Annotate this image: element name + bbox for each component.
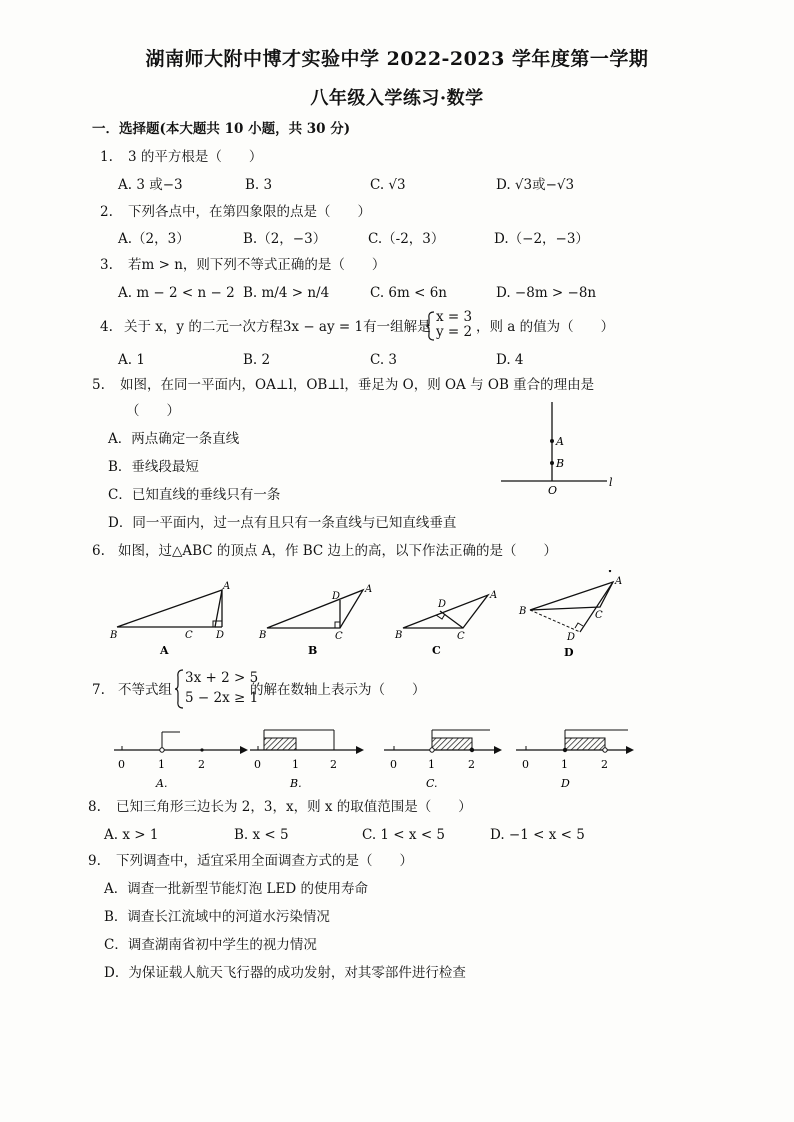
q7-number-lines: [110, 724, 650, 792]
svg-text:2: 2: [468, 758, 475, 771]
q7-fig-label-b: B.: [290, 777, 302, 790]
q4-stem-part1: 关于 x，y 的二元一次方程3x − ay = 1有一组解是: [124, 319, 431, 335]
q4-eq1: x = 3: [436, 309, 473, 325]
q7-fig-label-c: C.: [426, 777, 438, 790]
q8-option-a: A. x > 1: [104, 827, 159, 843]
q1-number: 1.: [100, 149, 113, 165]
q3-option-c: C. 6m < 6n: [370, 285, 447, 301]
svg-text:2: 2: [601, 758, 608, 771]
q5-label-b: B: [556, 457, 565, 470]
svg-text:D: D: [216, 630, 225, 641]
q7-stem-part2: 的解在数轴上表示为（ ）: [250, 682, 426, 698]
q5-option-b: B．垂线段最短: [108, 459, 199, 475]
q9-option-b: B．调查长江流域中的河道水污染情况: [104, 909, 330, 925]
q1-option-b: B. 3: [245, 177, 273, 193]
svg-text:B: B: [395, 630, 403, 641]
q6-figure-c: [394, 590, 497, 657]
q6-fig-label-d: D: [564, 646, 574, 659]
q4-system: [436, 310, 472, 340]
svg-text:0: 0: [118, 758, 125, 771]
q7-numberline-a: [114, 732, 248, 790]
svg-text:C: C: [185, 630, 193, 641]
q9-stem: 下列调查中，适宜采用全面调查方式的是（ ）: [116, 853, 413, 869]
q7-fig-label-a: A.: [156, 777, 168, 790]
q2-option-d: D.（−2，−3）: [494, 231, 589, 247]
svg-text:1: 1: [158, 758, 165, 771]
svg-text:2: 2: [330, 758, 337, 771]
q7-numberline-b: [250, 730, 364, 790]
svg-text:1: 1: [428, 758, 435, 771]
q6-figure-a: [109, 581, 230, 657]
q5-option-d: D．同一平面内，过一点有且只有一条直线与已知直线垂直: [108, 515, 457, 531]
q6-figure-b: [258, 584, 372, 657]
q8-option-d: D. −1 < x < 5: [490, 827, 585, 843]
svg-text:B: B: [259, 630, 267, 641]
q3-option-a: A. m − 2 < n − 2: [118, 285, 235, 301]
q2-option-b: B.（2，−3）: [243, 231, 327, 247]
q2-option-c: C.（-2，3）: [368, 231, 445, 247]
svg-text:A: A: [615, 576, 623, 587]
q6-fig-label-a: A: [160, 644, 169, 657]
q7-number: 7.: [92, 682, 105, 698]
svg-text:D: D: [567, 632, 576, 643]
q2-stem: 下列各点中，在第四象限的点是（ ）: [128, 204, 371, 220]
svg-text:1: 1: [292, 758, 299, 771]
svg-text:0: 0: [254, 758, 261, 771]
q8-option-b: B. x < 5: [234, 827, 289, 843]
page-subtitle: 八年级入学练习·数学: [310, 88, 484, 109]
q9-number: 9.: [88, 853, 101, 869]
q6-fig-label-b: B: [308, 644, 318, 657]
q7-numberline-d: [516, 730, 634, 790]
q6-figure-d: [518, 570, 622, 659]
q5-label-l: l: [609, 476, 613, 489]
q1-option-a: A. 3 或−3: [118, 177, 183, 193]
svg-text:A: A: [490, 590, 498, 601]
q4-option-a: A. 1: [118, 352, 145, 368]
q5-point-b: [550, 461, 554, 465]
svg-text:D: D: [332, 591, 341, 602]
svg-text:C: C: [335, 631, 343, 642]
q8-number: 8.: [88, 799, 101, 815]
q4-eq2: y = 2: [436, 324, 473, 340]
q5-label-a: A: [556, 435, 564, 448]
q9-option-c: C．调查湖南省初中学生的视力情况: [104, 937, 317, 953]
svg-text:A: A: [365, 584, 373, 595]
q7-brace-icon: [173, 668, 185, 710]
q3-option-d: D. −8m > −8n: [496, 285, 597, 301]
q4-option-d: D. 4: [496, 352, 524, 368]
q5-option-c: C．已知直线的垂线只有一条: [108, 487, 281, 503]
q3-stem: 若m > n，则下列不等式正确的是（ ）: [128, 257, 386, 273]
q9-option-a: A．调查一批新型节能灯泡 LED 的使用寿命: [104, 881, 368, 897]
q6-stem: 如图，过△ABC 的顶点 A，作 BC 边上的高，以下作法正确的是（ ）: [118, 543, 558, 559]
svg-text:0: 0: [390, 758, 397, 771]
q7-numberline-c: [384, 730, 502, 790]
svg-text:D: D: [438, 599, 447, 610]
svg-text:2: 2: [198, 758, 205, 771]
q4-option-c: C. 3: [370, 352, 398, 368]
q5-option-a: A．两点确定一条直线: [108, 431, 240, 447]
q5-number: 5.: [92, 377, 105, 393]
q5-figure: [495, 398, 625, 498]
q5-stem-bracket: （ ）: [126, 403, 180, 419]
q8-stem: 已知三角形三边长为 2，3，x，则 x 的取值范围是（ ）: [116, 799, 472, 815]
q1-stem: 3 的平方根是（ ）: [128, 149, 263, 165]
section-heading: 一．选择题(本大题共 10 小题，共 30 分): [92, 121, 351, 137]
q5-stem: 如图，在同一平面内，OA⊥l，OB⊥l，垂足为 O，则 OA 与 OB 重合的理由是: [120, 377, 595, 393]
q4-option-b: B. 2: [243, 352, 271, 368]
q7-fig-label-d: D: [561, 777, 570, 790]
q3-number: 3.: [100, 257, 113, 273]
q1-option-c: C. √3: [370, 177, 406, 193]
q7-ineq2: 5 − 2x ≥ 1: [185, 690, 259, 706]
q3-option-b: B. m/4 > n/4: [243, 285, 330, 301]
svg-text:C: C: [595, 610, 603, 621]
q5-point-a: [550, 439, 554, 443]
q6-figures: [105, 570, 645, 662]
q2-option-a: A.（2，3）: [118, 231, 190, 247]
svg-text:B: B: [110, 630, 118, 641]
q1-option-d: D. √3或−√3: [496, 177, 575, 193]
q7-system: [185, 668, 258, 708]
svg-text:C: C: [457, 631, 465, 642]
svg-text:B: B: [519, 606, 527, 617]
svg-text:0: 0: [522, 758, 529, 771]
q9-option-d: D．为保证载人航天飞行器的成功发射，对其零部件进行检查: [104, 965, 466, 981]
q4-number: 4.: [100, 319, 113, 335]
q6-fig-label-c: C: [432, 644, 441, 657]
q7-stem-part1: 不等式组: [118, 682, 172, 698]
q4-stem-part2: ，则 a 的值为（ ）: [476, 319, 615, 335]
page-title: 湖南师大附中博才实验中学 2022-2023 学年度第一学期: [145, 48, 649, 70]
q5-label-o: O: [548, 484, 558, 497]
q4-brace-icon: [424, 310, 436, 342]
q7-ineq1: 3x + 2 > 5: [185, 670, 259, 686]
q8-option-c: C. 1 < x < 5: [362, 827, 446, 843]
svg-text:1: 1: [561, 758, 568, 771]
q2-number: 2.: [100, 204, 113, 220]
svg-text:A: A: [223, 581, 231, 592]
q6-number: 6.: [92, 543, 105, 559]
